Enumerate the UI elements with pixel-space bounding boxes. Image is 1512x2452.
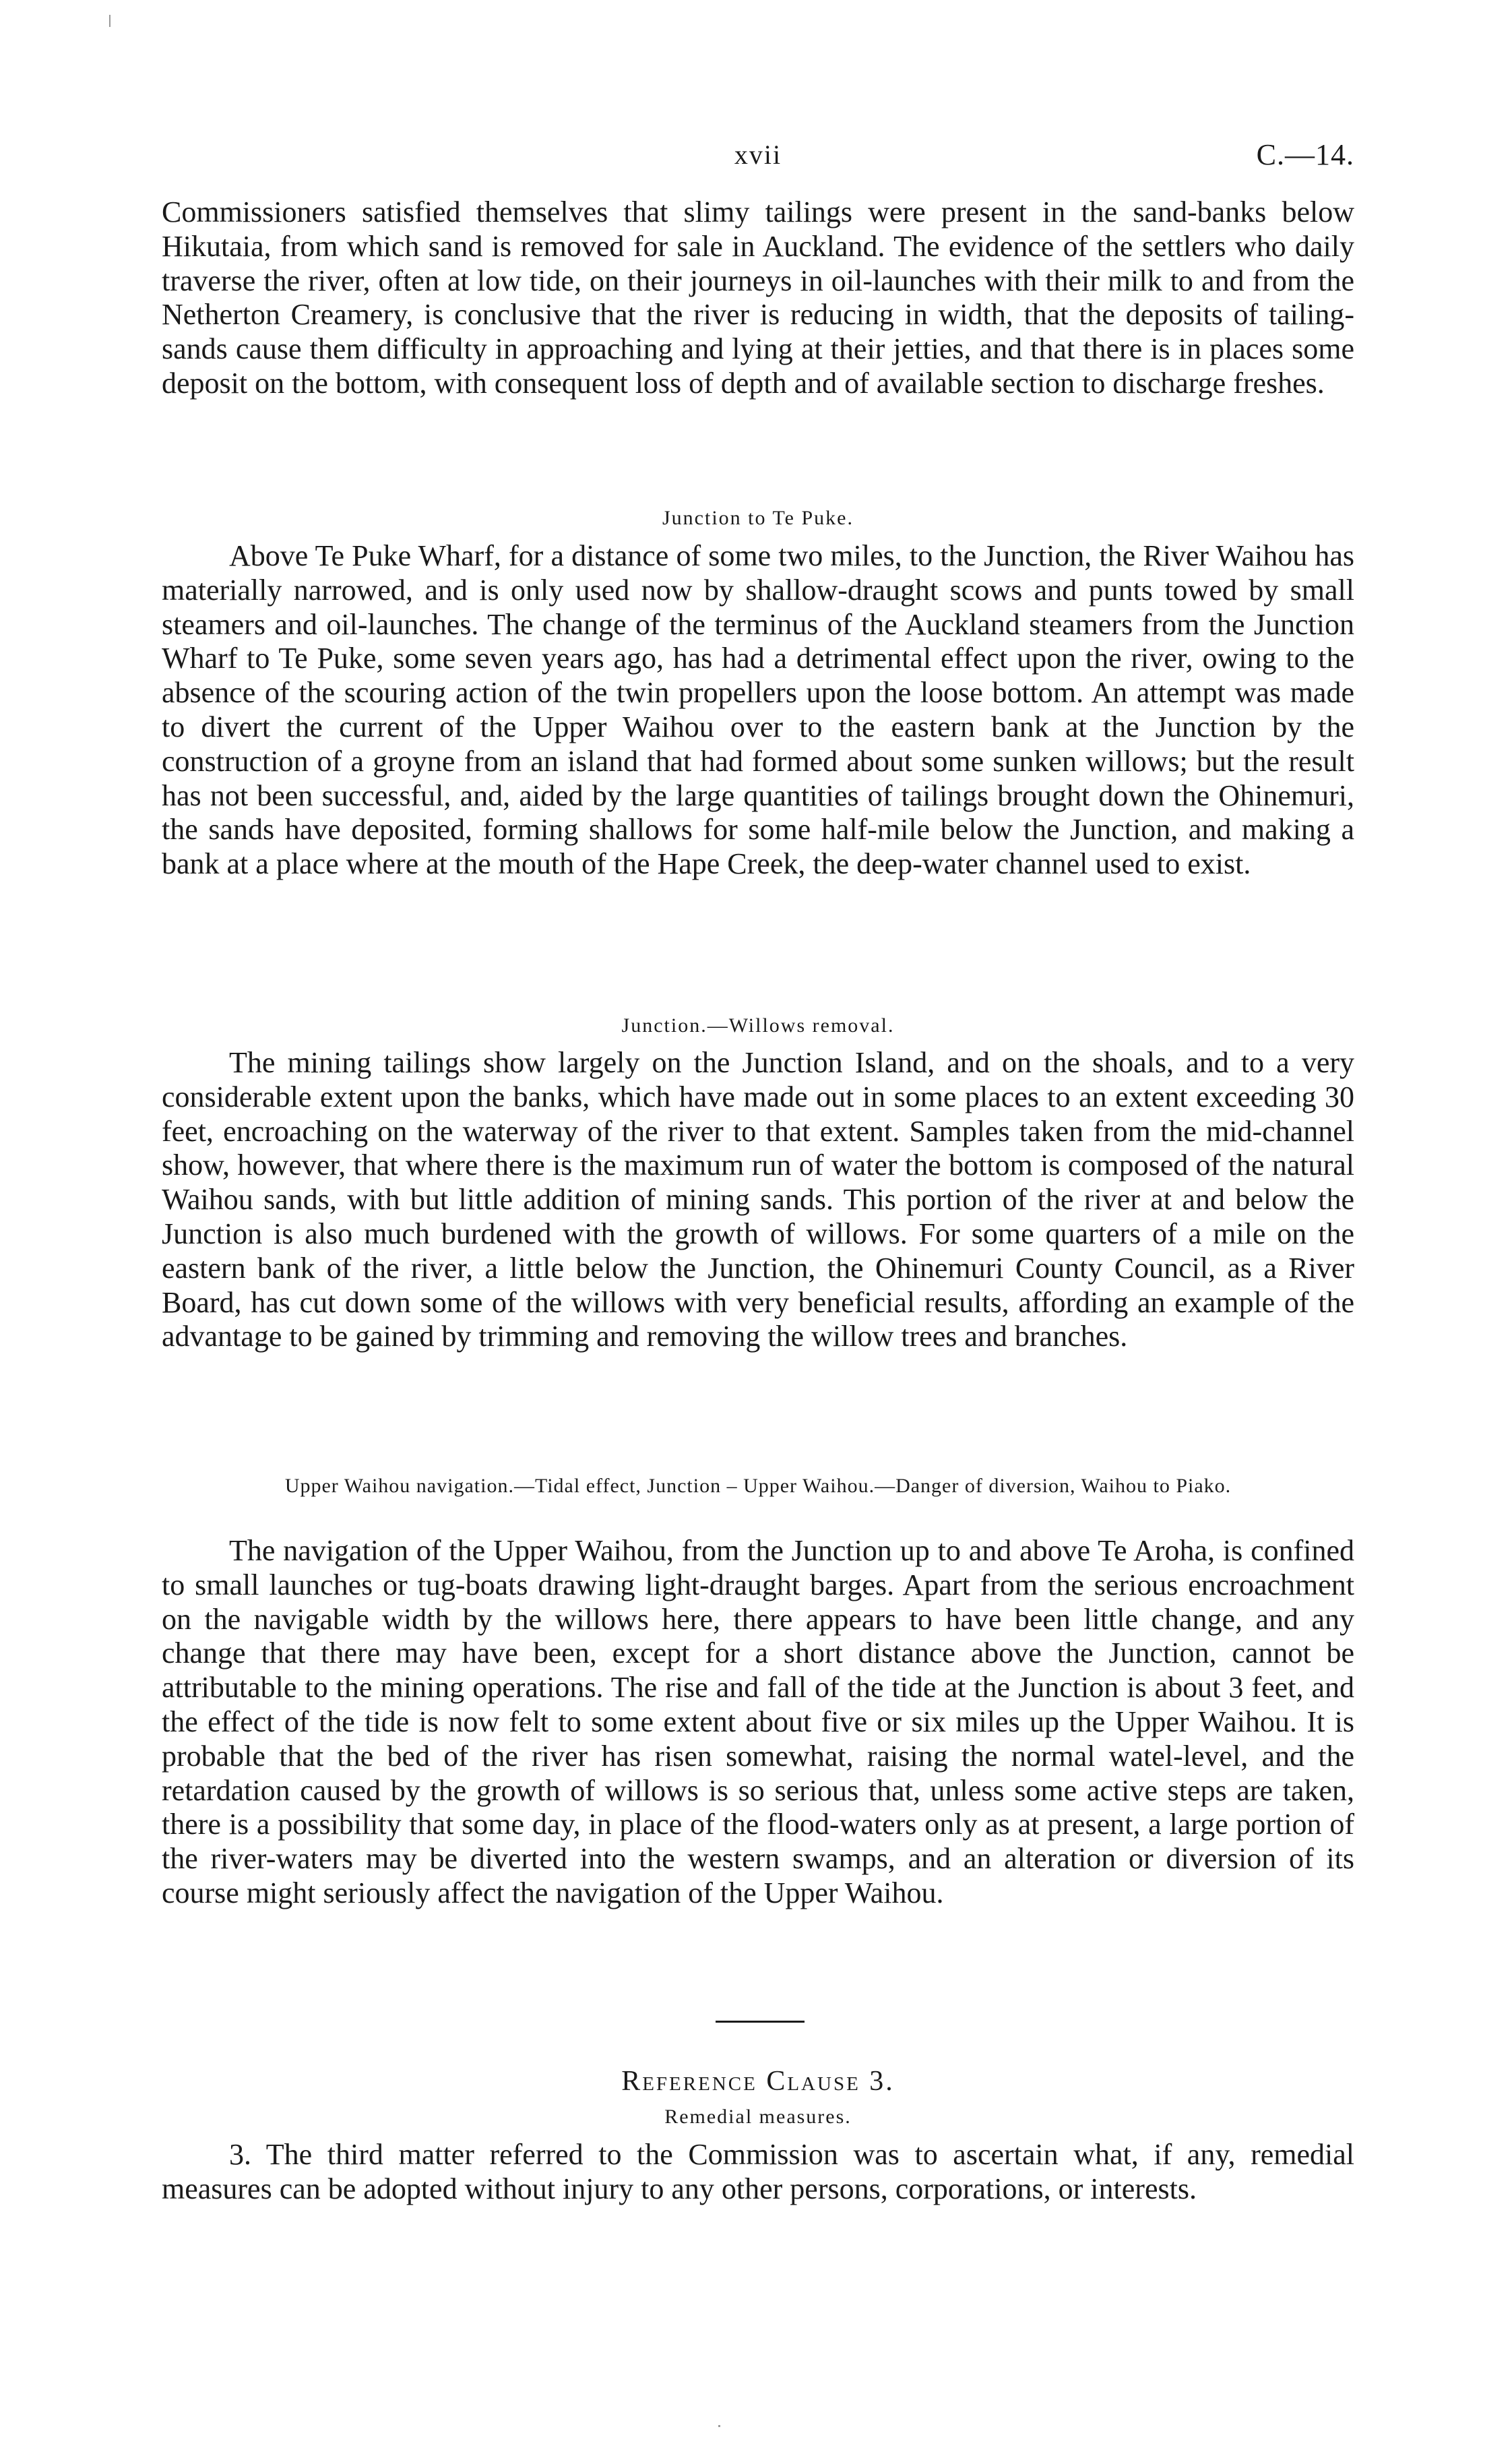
remedial-heading-block	[162, 2106, 1354, 2128]
willows-heading: Junction.—Willows removal.	[621, 1014, 895, 1037]
intro-paragraph: Commissioners satisfied themselves that slimy tailings were present in the sand-banks below Hikutaia, from which sand is removed for sale in Auckland. The evidence of the settlers who daily traverse the river, often at low tide, on their journeys in oil-launches with their milk to and from the Netherton Creamery, is conclusive that the river is reducing in width, that the deposits of tailing-sands cause them difficulty in approaching and lying at their jetties, and that there is in places some deposit on the bottom, with consequent loss of depth and of available section to discharge freshes.	[162, 195, 1354, 400]
reference-clause-heading: Reference Clause 3.	[621, 2066, 895, 2097]
remedial-section	[162, 2138, 1354, 2207]
paper-reference: C.—14.	[1256, 138, 1354, 171]
junction-paragraph: Above Te Puke Wharf, for a distance of some two miles, to the Junction, the River Waihou has materially narrowed, and is only used now by shallow-draught scows and punts towed by small steamers and oil-launches. The change of the terminus of the Auckland steamers from the Junction Wharf to Te Puke, some seven years ago, has had a detrimental effect upon the river, owing to the absence of the scouring action of the twin propellers upon the loose bottom. An attempt was made to divert the current of the Upper Waihou over to the eastern bank at the Junction by the construction of a groyne from an island that had formed about some sunken willows; but the result has not been successful, and, aided by the large quantities of tailings brought down the Ohinemuri, the sands have deposited, forming shallows for some half-mile below the Junction, and making a bank at a place where at the mouth of the Hape Creek, the deep-water channel used to exist.	[162, 539, 1354, 881]
intro-section	[162, 195, 1354, 401]
scan-mark-top	[109, 15, 111, 27]
scan-mark-bottom	[718, 2425, 720, 2427]
junction-heading: Junction to Te Puke.	[662, 507, 854, 529]
reference-clause-block	[162, 2065, 1354, 2097]
junction-heading-block	[162, 507, 1354, 530]
section-divider	[716, 2021, 805, 2023]
junction-section	[162, 539, 1354, 882]
remedial-heading: Remedial measures.	[664, 2106, 852, 2128]
willows-heading-block	[162, 1014, 1354, 1037]
upper-heading: Upper Waihou navigation.—Tidal effect, Junction – Upper Waihou.—Danger of diversion, Waihou to Piako.	[284, 1475, 1232, 1497]
upper-heading-block	[162, 1473, 1354, 1499]
upper-paragraph: The navigation of the Upper Waihou, from the Junction up to and above Te Aroha, is confined to small launches or tug-boats drawing light-draught barges. Apart from the serious encroachment on the navigable width by the willows here, there appears to have been little change, and any change that there may have been, except for a short distance above the Junction, cannot be attributable to the mining operations. The rise and fall of the tide at the Junction is about 3 feet, and the effect of the tide is now felt to some extent about five or six miles up the Upper Waihou. It is probable that the bed of the river has risen somewhat, raising the normal watel-level, and the retardation caused by the growth of willows is so serious that, unless some active steps are taken, there is a possibility that some day, in place of the flood-waters only as at present, a large portion of the river-waters may be diverted into the western swamps, and an alteration or diversion of its course might seriously affect the navigation of the Upper Waihou.	[162, 1534, 1354, 1909]
upper-section	[162, 1534, 1354, 1911]
willows-section	[162, 1046, 1354, 1354]
willows-paragraph: The mining tailings show largely on the Junction Island, and on the shoals, and to a very considerable extent upon the banks, which have made out in some places to an extent exceeding 30 feet, encroaching on the waterway of the river to that extent. Samples taken from the mid-channel show, however, that where there is the maximum run of water the bottom is composed of the natural Waihou sands, with but little addition of mining sands. This portion of the river at and below the Junction is also much burdened with the growth of willows. For some quarters of a mile on the eastern bank of the river, a little below the Junction, the Ohinemuri County Council, as a River Board, has cut down some of the willows with very beneficial results, affording an example of the advantage to be gained by trimming and removing the willow trees and branches.	[162, 1046, 1354, 1353]
remedial-paragraph: 3. The third matter referred to the Commission was to ascertain what, if any, remedial measures can be adopted without injury to any other persons, corporations, or interests.	[162, 2138, 1354, 2205]
page-header	[162, 132, 1354, 173]
page-number: xvii	[734, 140, 782, 170]
